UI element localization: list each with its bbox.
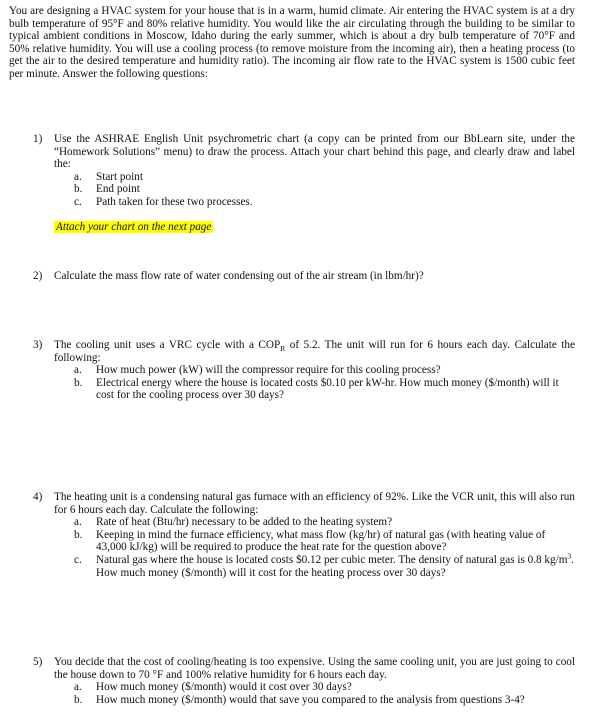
sub-item-text: Keeping in mind the furnace efficiency, what mass flow (kg/hr) of natural gas (with heating value of 43,000 kJ/kg) will be required to produce the heat rate for the question above? <box>96 528 546 554</box>
question-text: Use the ASHRAE English Unit psychrometric chart (a copy can be printed from our BbLearn site, under the “Homework Solutions” menu) to draw the process. Attach your chart behind this page, and clearly draw and label the: <box>54 133 575 171</box>
question-3 <box>33 339 575 402</box>
question-text: The cooling unit uses a VRC cycle with a $COP_R$ of 5.2. The unit will run for 6 hours each day. Calculate the following: <box>54 339 575 364</box>
sub-item-letter: b. <box>74 528 83 541</box>
question-text: Calculate the mass flow rate of water condensing out of the air stream (in lbm/hr)? <box>54 270 424 282</box>
question-2 <box>33 270 575 283</box>
problem-statement: You are designing a HVAC system for your house that is in a warm, humid climate. Air entering the HVAC system is at a dry bulb temperature of 95°F and 80% relative humidity. You would like the air circulating through the building to be similar to typical ambient conditions in Moscow, Idaho during the early summer, which is about a dry bulb temperature of 70°F and 50% relative humidity. You will use a cooling process (to remove moisture from the incoming air), then a heating process (to get the air to the desired temperature and humidity ratio). The incoming air flow rate to the HVAC system is 1500 cubic feet per minute. Answer the following questions: <box>9 5 575 80</box>
sub-item-text: Natural gas where the house is located costs $0.12 per cubic meter. The density of natural gas is 0.8 $kg/m^3$. How much money ($/month) will it cost for the heating process over 30 days? <box>96 551 574 579</box>
sub-item-b <box>74 694 575 707</box>
sub-item-text: How much money ($/month) would it cost over 30 days? <box>96 681 352 694</box>
question-number: 1) <box>33 133 43 145</box>
sub-item-letter: a. <box>74 516 82 529</box>
sub-item-text: End point <box>96 183 140 196</box>
sub-item-letter: b. <box>74 693 83 706</box>
sub-item-a <box>74 171 575 184</box>
sub-item-text: Start point <box>96 170 143 183</box>
sub-item-c <box>74 551 575 579</box>
sub-item-letter: a. <box>74 364 82 377</box>
sub-item-a <box>74 516 575 529</box>
question-5 <box>33 656 575 706</box>
sub-item-text: How much money ($/month) would that save you compared to the analysis from questions 3-4? <box>96 693 525 706</box>
question-number: 2) <box>33 270 43 282</box>
sub-item-letter: b. <box>74 376 83 389</box>
sub-item-b <box>74 529 575 554</box>
sub-item-text: Path taken for these two processes. <box>96 195 253 208</box>
highlighted-note: Attach your chart on the next page <box>56 220 212 233</box>
question-number: 3) <box>33 339 43 351</box>
sub-item-a <box>74 681 575 694</box>
sub-item-text: How much power (kW) will the compressor require for this cooling process? <box>96 364 441 377</box>
question-text: You decide that the cost of cooling/heating is too expensive. Using the same cooling unit, you are just going to cool the house down to 70 °F and 100% relative humidity for 6 hours each day. <box>54 656 575 681</box>
sub-item-b <box>74 183 575 196</box>
sub-item-letter: b. <box>74 183 83 196</box>
sub-item-letter: a. <box>74 681 82 694</box>
sub-item-letter: c. <box>74 553 82 566</box>
sub-item-text: Electrical energy where the house is located costs $0.10 per kW-hr. How much money ($/month) will it cost for the cooling process over 30 days? <box>96 376 559 402</box>
question-text: The heating unit is a condensing natural gas furnace with an efficiency of 92%. Like the VCR unit, this will also run for 6 hours each day. Calculate the following: <box>54 491 575 516</box>
sub-item-letter: c. <box>74 195 82 208</box>
question-1 <box>33 133 575 233</box>
sub-item-c <box>74 196 575 209</box>
sub-item-a <box>74 364 575 377</box>
sub-item-text: Rate of heat (Btu/hr) necessary to be added to the heating system? <box>96 516 393 529</box>
question-number: 4) <box>33 491 43 503</box>
question-number: 5) <box>33 656 43 668</box>
sub-item-b <box>74 377 575 402</box>
sub-item-letter: a. <box>74 170 82 183</box>
question-4 <box>33 491 575 579</box>
